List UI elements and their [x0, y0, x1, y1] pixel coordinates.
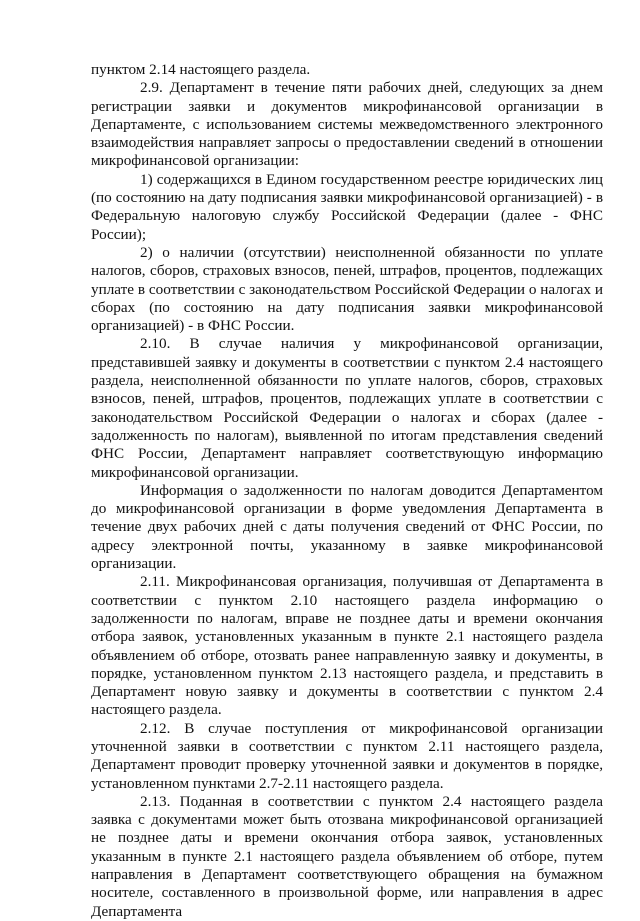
- paragraph-2-10: 2.10. В случае наличия у микрофинансовой организации, представившей заявку и документы в соответствии с пунктом 2.4 настоящего раздела, неисполненной обязанности по уплате налогов, сборов, страховых взносов, пеней, штрафов, процентов, подлежащих уплате в соответствии с законодательством Российской Федерации о налогах и сборах (далее - задолженность по налогам), выявленной по итогам представления сведений ФНС России, Департамент направляет соответствующую информацию микрофинансовой организации.: [91, 335, 603, 481]
- paragraph-continuation: пунктом 2.14 настоящего раздела.: [91, 61, 311, 78]
- paragraph-2-9: 2.9. Департамент в течение пяти рабочих дней, следующих за днем регистрации заявки и документов микрофинансовой организации в Департаменте, с использованием системы межведомственного электронного взаимодействия направляет запросы о предоставлении сведений в отношении микрофинансовой организации:: [91, 79, 603, 170]
- document-body: [91, 61, 603, 921]
- paragraph-2-12: 2.12. В случае поступления от микрофинансовой организации уточненной заявки в соответствии с пунктом 2.11 настоящего раздела, Департамент проводит проверку уточненной заявки и документов в порядке, установленном пунктами 2.7-2.11 настоящего раздела.: [91, 719, 603, 792]
- paragraph-2-9-item-2: 2) о наличии (отсутствии) неисполненной обязанности по уплате налогов, сборов, страховых взносов, пеней, штрафов, процентов, подлежащих уплате в соответствии с законодательством Российской Федерации о налогах и сборах (по состоянию на дату подписания заявки микрофинансовой организацией) - в ФНС России.: [91, 243, 603, 335]
- paragraph-2-10-info: Информация о задолженности по налогам доводится Департаментом до микрофинансовой организации в форме уведомления Департамента в течение двух рабочих дней с даты получения сведений от ФНС России, по адресу электронной почты, указанному в заявке микрофинансовой организации.: [91, 481, 603, 573]
- paragraph-2-11: 2.11. Микрофинансовая организация, получившая от Департамента в соответствии с пунктом 2.10 настоящего раздела информацию о задолженности по налогам, вправе не позднее даты и времени окончания отбора заявок, установленных указанным в пункте 2.1 настоящего раздела объявлением об отборе, отозвать ранее направленную заявку и документы, в порядке, установленном пунктом 2.13 настоящего раздела, и представить в Департамент новую заявку и документы в соответствии с пунктом 2.4 настоящего раздела.: [91, 573, 603, 719]
- paragraph-2-13: 2.13. Поданная в соответствии с пунктом 2.4 настоящего раздела заявка с документами может быть отозвана микрофинансовой организацией не позднее даты и времени окончания отбора заявок, установленных указанным в пункте 2.1 настоящего раздела объявлением об отборе, путем направления в Департамент соответствующего обращения на бумажном носителе, составленного в произвольной форме, или направления в адрес Департамента: [91, 792, 603, 920]
- paragraph-2-9-item-1: 1) содержащихся в Едином государственном реестре юридических лиц (по состоянию на дату подписания заявки микрофинансовой организацией) - в Федеральную налоговую службу Российской Федерации (далее - ФНС России);: [91, 170, 603, 243]
